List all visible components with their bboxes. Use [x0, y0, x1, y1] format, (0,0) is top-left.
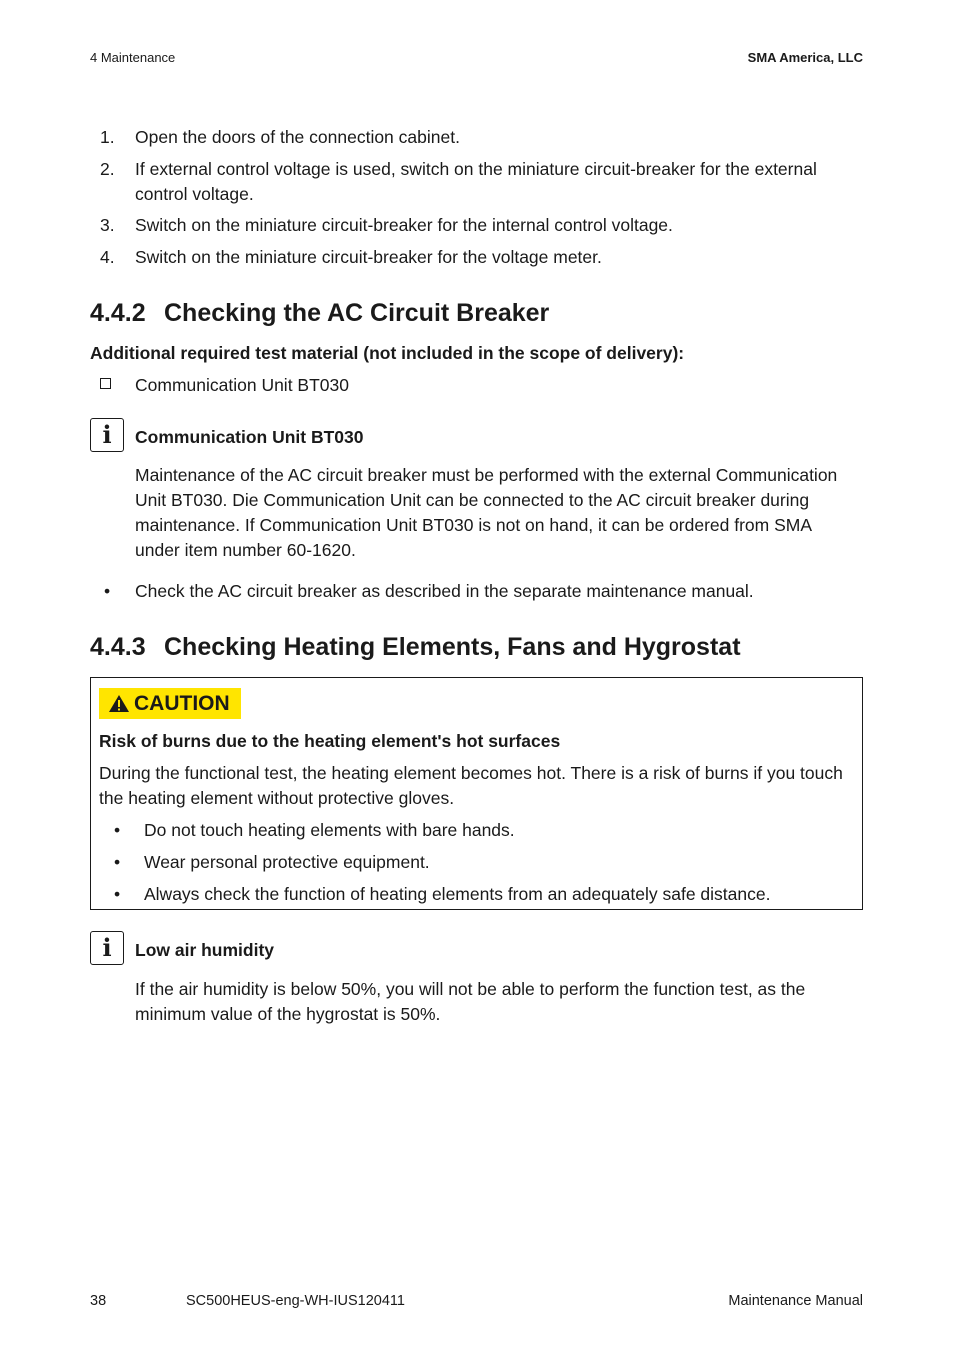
step-text: Open the doors of the connection cabinet. — [135, 127, 460, 147]
section-heading-443 — [90, 632, 741, 662]
info-icon: i — [90, 418, 124, 452]
footer-page-number: 38 — [90, 1293, 107, 1309]
info-icon: i — [90, 931, 124, 965]
header-chapter: 4 Maintenance — [90, 50, 176, 65]
caution-bullet: Always check the function of heating elements from an adequately safe distance. — [144, 884, 771, 904]
caution-title: Risk of burns due to the heating element's hot surfaces — [99, 731, 561, 751]
section-title: Checking Heating Elements, Fans and Hygrostat — [164, 633, 741, 661]
info-title: Communication Unit BT030 — [135, 427, 364, 447]
bullet-icon: • — [114, 884, 121, 904]
caution-bullet: Do not touch heating elements with bare hands. — [144, 820, 515, 840]
bullet-icon: • — [114, 820, 121, 840]
step-text: Switch on the miniature circuit-breaker for the voltage meter. — [135, 247, 602, 267]
material-heading: Additional required test material (not included in the scope of delivery): — [90, 343, 685, 363]
info-title: Low air humidity — [135, 940, 275, 960]
step-number: 4. — [100, 247, 115, 267]
step-text: Switch on the miniature circuit-breaker for the internal control voltage. — [135, 215, 673, 235]
caution-label — [99, 688, 241, 719]
bullet-icon: • — [114, 852, 121, 872]
step-number: 2. — [100, 159, 115, 179]
step-number: 3. — [100, 215, 115, 235]
step-text: If external control voltage is used, switch on the miniature circuit-breaker for the external control voltage. — [135, 159, 817, 204]
bullet-icon: • — [104, 581, 111, 601]
section-number: 4.4.2 — [90, 299, 146, 327]
section-number: 4.4.3 — [90, 633, 146, 661]
info-text: Maintenance of the AC circuit breaker must be performed with the external Communication Unit BT030. Die Communication Unit can be connected to the AC circuit breaker during maintenance. If Communication Unit BT030 is not on hand, it can be ordered from SMA under item number 60-1620. — [135, 465, 838, 560]
section-title: Checking the AC Circuit Breaker — [164, 299, 550, 327]
footer-doc-type: Maintenance Manual — [728, 1293, 863, 1309]
checkbox-icon — [100, 378, 111, 389]
caution-text: CAUTION — [134, 691, 230, 715]
info-text: If the air humidity is below 50%, you will not be able to perform the function test, as the minimum value of the hygrostat is 50%. — [135, 979, 806, 1024]
header-company: SMA America, LLC — [747, 50, 863, 65]
step-number: 1. — [100, 127, 115, 147]
material-item: Communication Unit BT030 — [135, 375, 349, 395]
section-heading-442 — [90, 298, 549, 328]
caution-description: During the functional test, the heating element becomes hot. There is a risk of burns if you touch the heating element without protective gloves. — [99, 763, 843, 808]
bullet-text: Check the AC circuit breaker as described in the separate maintenance manual. — [135, 581, 754, 601]
warning-triangle-icon — [108, 694, 130, 713]
caution-bullet: Wear personal protective equipment. — [144, 852, 430, 872]
footer-doc-id: SC500HEUS-eng-WH-IUS120411 — [186, 1293, 405, 1309]
